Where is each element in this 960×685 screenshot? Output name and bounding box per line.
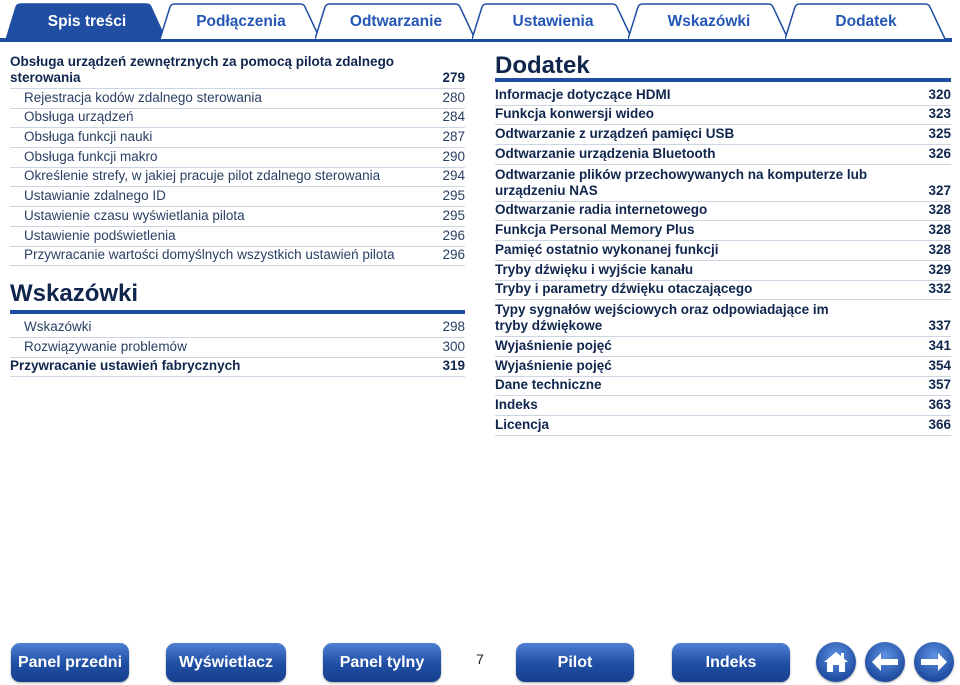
toc-entry[interactable]: [10, 187, 465, 207]
tab-label: Spis treści: [47, 12, 127, 30]
toc-entry-label: Rozwiązywanie problemów: [24, 338, 187, 354]
toc-entry[interactable]: [10, 318, 465, 338]
toc-entry-page: 290: [442, 148, 465, 164]
display-button-label: Wyświetlacz: [179, 653, 273, 671]
toc-entry-label: Tryby dźwięku i wyjście kanału: [495, 261, 694, 277]
toc-entry-label: Rejestracja kodów zdalnego sterowania: [24, 89, 262, 105]
toc-entry[interactable]: [10, 247, 465, 267]
toc-entry-page: 328: [928, 202, 951, 218]
toc-entry-page: 337: [928, 318, 951, 334]
toc-entry-label: Indeks: [495, 396, 538, 412]
toc-entry-label: Określenie strefy, w jakiej pracuje pilot zdalnego sterowania: [24, 168, 381, 184]
toc-entry-label-line: Obsługa urządzeń zewnętrznych za pomocą pilota zdalnego: [10, 54, 395, 69]
toc-entry-label: Odtwarzanie urządzenia Bluetooth: [495, 145, 716, 161]
toc-entry-label: Wyjaśnienie pojęć: [495, 357, 612, 373]
remote-button-label: Pilot: [557, 653, 593, 671]
toc-entry-label: Funkcja konwersji wideo: [495, 106, 655, 122]
tab-contents[interactable]: [6, 3, 168, 40]
toc-entry-page: 327: [928, 182, 951, 198]
toc-entry-page: 363: [928, 396, 951, 412]
tab-settings[interactable]: [472, 3, 634, 40]
toc-entry[interactable]: [495, 416, 951, 436]
toc-entry-remote-control[interactable]: [10, 52, 465, 89]
toc-entry-label: Ustawienie czasu wyświetlania pilota: [24, 207, 245, 223]
toc-entry-page: 280: [442, 89, 465, 105]
tab-bar: [0, 0, 960, 42]
toc-entry[interactable]: [495, 377, 951, 397]
tab-label: Wskazówki: [667, 12, 751, 30]
toc-entry-page: 357: [928, 377, 951, 393]
toc-entry[interactable]: [495, 106, 951, 126]
toc-entry-label: Tryby i parametry dźwięku otaczającego: [495, 281, 753, 297]
toc-entry-label: Informacje dotyczące HDMI: [495, 86, 671, 102]
tab-tips[interactable]: [628, 3, 790, 40]
toc-entry-page: 328: [928, 222, 951, 238]
toc-entry-page: 341: [928, 337, 951, 353]
tab-connections[interactable]: [160, 3, 322, 40]
toc-entry[interactable]: [495, 202, 951, 222]
toc-entry-label: Ustawianie zdalnego ID: [24, 188, 166, 204]
toc-entry[interactable]: [10, 89, 465, 109]
toc-entry-page: 300: [442, 338, 465, 354]
back-arrow-icon: [871, 652, 899, 672]
toc-entry-page: 295: [442, 188, 465, 204]
toc-entry[interactable]: [10, 168, 465, 188]
toc-entry-label: Obsługa funkcji makro: [24, 148, 158, 164]
toc-entry-label: Obsługa urządzeń: [24, 109, 134, 125]
toc-entry[interactable]: [10, 109, 465, 129]
toc-entry-factory-reset[interactable]: [10, 358, 465, 378]
toc-entry-label: Dane techniczne: [495, 377, 602, 393]
right-column: [495, 52, 951, 436]
toc-entry-page: 326: [928, 145, 951, 161]
toc-entry[interactable]: [495, 300, 951, 337]
toc-entry-page: 295: [442, 207, 465, 223]
rear-panel-button[interactable]: [323, 643, 441, 682]
index-button[interactable]: [672, 643, 790, 682]
toc-entry-page: 287: [442, 129, 465, 145]
tab-label: Podłączenia: [196, 12, 286, 30]
page-number: 7: [476, 651, 484, 667]
toc-entry[interactable]: [495, 396, 951, 416]
toc-entry[interactable]: [495, 241, 951, 261]
toc-entry[interactable]: [495, 125, 951, 145]
toc-entry-page: 294: [442, 168, 465, 184]
toc-entry-page: 284: [442, 109, 465, 125]
toc-entry-label: Odtwarzanie z urządzeń pamięci USB: [495, 126, 735, 142]
toc-entry-label-line: sterowania: [10, 70, 81, 85]
home-icon: [823, 650, 849, 674]
toc-entry-label: Odtwarzanie radia internetowego: [495, 202, 708, 218]
toc-entry-label: Przywracanie wartości domyślnych wszystkich ustawień pilota: [24, 247, 395, 263]
toc-entry-label: Wyjaśnienie pojęć: [495, 337, 612, 353]
toc-entry-page: 320: [928, 86, 951, 102]
left-column: [10, 52, 465, 377]
toc-entry-page: 298: [442, 318, 465, 334]
toc-entry[interactable]: [495, 86, 951, 106]
index-button-label: Indeks: [705, 653, 757, 671]
toc-entry[interactable]: [10, 128, 465, 148]
tab-label: Ustawienia: [512, 12, 594, 30]
toc-entry-page: 296: [442, 227, 465, 243]
toc-entry[interactable]: [10, 338, 465, 358]
toc-entry[interactable]: [495, 357, 951, 377]
section-title-tips: Wskazówki: [10, 266, 465, 314]
toc-entry-label: Funkcja Personal Memory Plus: [495, 222, 695, 238]
toc-entry-page: 296: [442, 247, 465, 263]
toc-entry[interactable]: [495, 221, 951, 241]
home-button[interactable]: [816, 642, 856, 682]
tab-label: Odtwarzanie: [349, 12, 443, 30]
toc-entry-page: 332: [928, 281, 951, 297]
toc-entry-page: 323: [928, 106, 951, 122]
tab-appendix[interactable]: [785, 3, 947, 40]
toc-entry-page: 319: [442, 358, 465, 374]
toc-entry-page: 366: [928, 416, 951, 432]
rear-panel-button-label: Panel tylny: [339, 653, 425, 671]
tab-playback[interactable]: [315, 3, 477, 40]
toc-entry[interactable]: [10, 227, 465, 247]
toc-entry-label: Licencja: [495, 416, 550, 432]
toc-entry-label: Odtwarzanie plików przechowywanych na komputerze lub urządzeniu NAS: [495, 166, 868, 198]
front-panel-button[interactable]: [11, 643, 129, 682]
toc-entry-page: 328: [928, 241, 951, 257]
toc-entry-page: 325: [928, 126, 951, 142]
front-panel-button-label: Panel przedni: [17, 653, 123, 671]
forward-arrow-icon: [920, 652, 948, 672]
toc-entry-label: Wskazówki: [24, 318, 92, 334]
toc-entry-label: [10, 54, 431, 86]
toc-entry[interactable]: [495, 145, 951, 165]
toc-entry[interactable]: [495, 281, 951, 301]
tab-label: Dodatek: [835, 12, 897, 30]
toc-entry-label: Typy sygnałów wejściowych oraz odpowiadające im tryby dźwiękowe: [495, 302, 829, 334]
toc-entry-label: Przywracanie ustawień fabrycznych: [10, 358, 241, 374]
section-title-appendix: Dodatek: [495, 52, 951, 82]
toc-entry[interactable]: [495, 261, 951, 281]
toc-entry[interactable]: [10, 148, 465, 168]
toc-entry-label: Obsługa funkcji nauki: [24, 129, 153, 145]
toc-entry[interactable]: [10, 207, 465, 227]
display-button[interactable]: [166, 643, 286, 682]
remote-button[interactable]: [516, 643, 634, 682]
back-button[interactable]: [865, 642, 905, 682]
toc-entry-label: Pamięć ostatnio wykonanej funkcji: [495, 241, 719, 257]
toc-entry-page: 354: [928, 357, 951, 373]
toc-entry-page: 329: [928, 261, 951, 277]
toc-entry-page: 279: [442, 70, 465, 85]
toc-entry[interactable]: [495, 337, 951, 357]
forward-button[interactable]: [914, 642, 954, 682]
toc-entry[interactable]: [495, 165, 951, 202]
toc-entry-label: Ustawienie podświetlenia: [24, 227, 176, 243]
